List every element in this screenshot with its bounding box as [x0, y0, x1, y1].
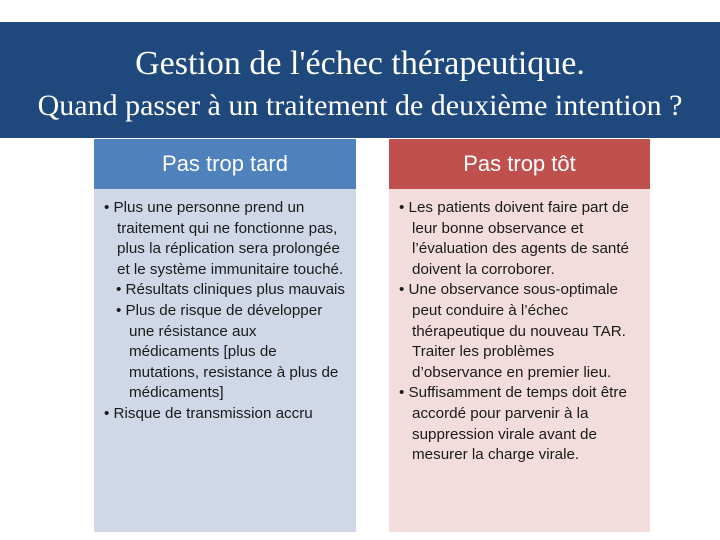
list-item: • Plus de risque de développer une résistance aux médicaments [plus de mutations, resistance à plus de médicaments] [116, 301, 339, 402]
left-column-heading: Pas trop tard [94, 139, 356, 189]
right-column-body [389, 189, 650, 532]
list-item: • Suffisamment de temps doit être accordé pour parvenir à la suppression virale avant de mesurer la charge virale. [399, 384, 627, 464]
left-column-body [94, 189, 356, 532]
title-banner [0, 22, 720, 138]
right-column [389, 139, 650, 532]
list-item: • Résultats cliniques plus mauvais [116, 281, 346, 299]
list-item: • Plus une personne prend un traitement qui ne fonctionne pas, plus la réplication sera prolongée et le système immunitaire touché. [104, 199, 344, 278]
slide-subtitle: Quand passer à un traitement de deuxième intention ? [37, 89, 683, 122]
slide-title: Gestion de l'échec thérapeutique. [135, 45, 585, 82]
list-item: • Risque de transmission accru [104, 404, 313, 422]
right-column-heading: Pas trop tôt [389, 139, 650, 189]
list-item: • Les patients doivent faire part de leur bonne observance et l’évaluation des agents de santé doivent la corroborer. [399, 199, 630, 278]
left-column [94, 139, 356, 532]
list-item: • Une observance sous-optimale peut conduire à l’échec thérapeutique du nouveau TAR. Traiter les problèmes d’observance en premier lieu. [399, 281, 626, 381]
